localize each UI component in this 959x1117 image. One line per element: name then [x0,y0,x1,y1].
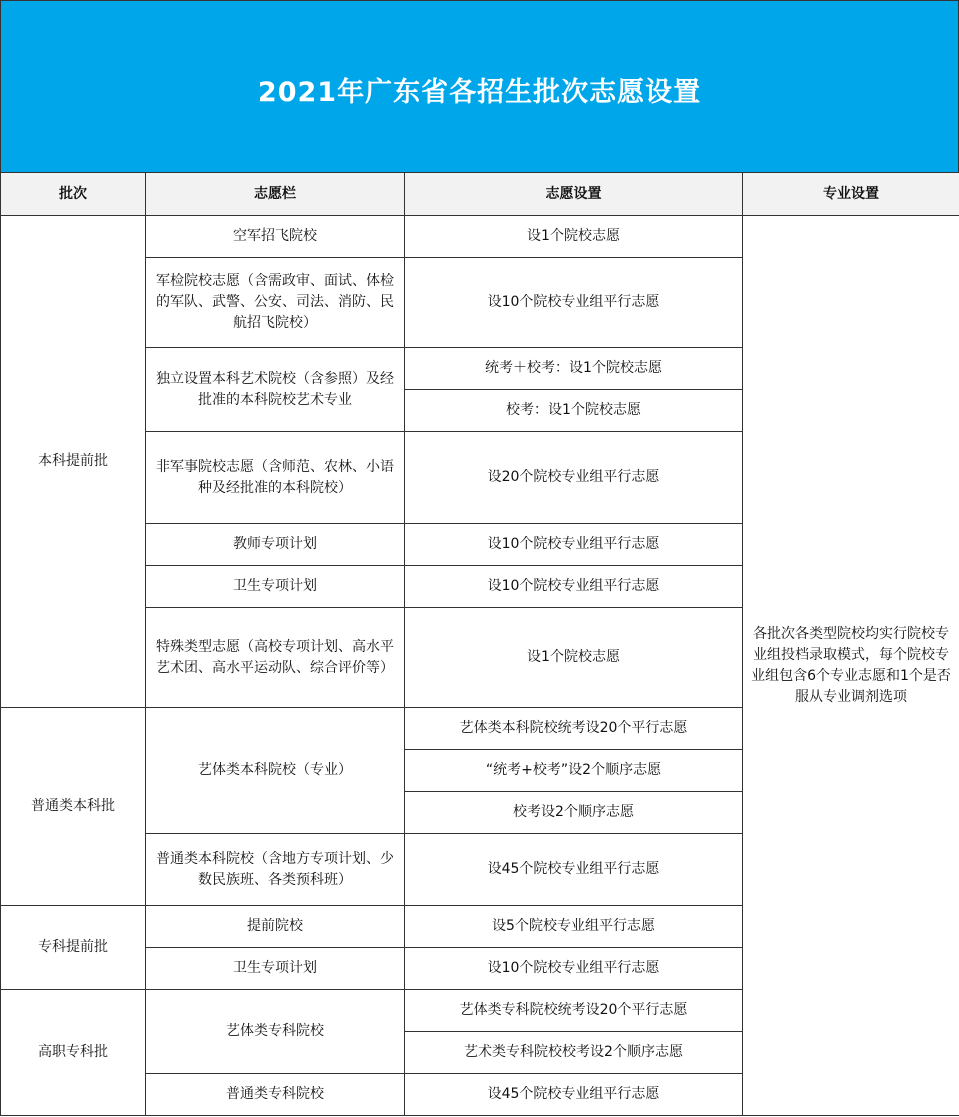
header-row [1,173,959,216]
batch-cell: 专科提前批 [1,906,146,990]
volunteer-setting-cell: 艺术类专科院校校考设2个顺序志愿 [405,1032,743,1074]
volunteer-setting-cell: 设1个院校志愿 [405,216,743,258]
volunteer-column-cell: 普通类专科院校 [146,1074,405,1116]
volunteer-column-cell: 卫生专项计划 [146,948,405,990]
volunteer-setting-cell: 设20个院校专业组平行志愿 [405,432,743,524]
volunteer-column-cell: 军检院校志愿（含需政审、面试、体检的军队、武警、公安、司法、消防、民航招飞院校） [146,258,405,348]
header-volunteer-column: 志愿栏 [146,173,405,216]
volunteer-setting-cell: 设10个院校专业组平行志愿 [405,566,743,608]
table-row [1,216,959,258]
volunteer-column-cell: 提前院校 [146,906,405,948]
volunteer-setting-cell: 设10个院校专业组平行志愿 [405,258,743,348]
volunteer-column-cell: 独立设置本科艺术院校（含参照）及经批准的本科院校艺术专业 [146,348,405,432]
volunteer-column-cell: 空军招飞院校 [146,216,405,258]
volunteer-column-cell: 非军事院校志愿（含师范、农林、小语种及经批准的本科院校） [146,432,405,524]
header-batch: 批次 [1,173,146,216]
volunteer-setting-cell: 设10个院校专业组平行志愿 [405,948,743,990]
volunteer-setting-cell: 设5个院校专业组平行志愿 [405,906,743,948]
header-major-setting: 专业设置 [743,173,959,216]
volunteer-column-cell: 卫生专项计划 [146,566,405,608]
volunteer-setting-cell: 校考：设1个院校志愿 [405,390,743,432]
volunteer-column-cell: 普通类本科院校（含地方专项计划、少数民族班、各类预科班） [146,834,405,906]
volunteer-setting-cell: 艺体类专科院校统考设20个平行志愿 [405,990,743,1032]
volunteer-settings-table [0,172,959,1116]
volunteer-column-cell: 教师专项计划 [146,524,405,566]
batch-cell: 高职专科批 [1,990,146,1116]
volunteer-column-cell: 特殊类型志愿（高校专项计划、高水平艺术团、高水平运动队、综合评价等） [146,608,405,708]
page-title: 2021年广东省各招生批次志愿设置 [257,76,702,108]
batch-cell: 普通类本科批 [1,708,146,906]
volunteer-setting-cell: 统考＋校考：设1个院校志愿 [405,348,743,390]
volunteer-column-cell: 艺体类本科院校（专业） [146,708,405,834]
batch-cell: 本科提前批 [1,216,146,708]
volunteer-setting-cell: 设10个院校专业组平行志愿 [405,524,743,566]
volunteer-setting-cell: 艺体类本科院校统考设20个平行志愿 [405,708,743,750]
volunteer-setting-cell: 设1个院校志愿 [405,608,743,708]
title-banner [0,0,959,173]
volunteer-setting-cell: 设45个院校专业组平行志愿 [405,834,743,906]
volunteer-setting-cell: 设45个院校专业组平行志愿 [405,1074,743,1116]
header-volunteer-setting: 志愿设置 [405,173,743,216]
volunteer-column-cell: 艺体类专科院校 [146,990,405,1074]
major-setting-note: 各批次各类型院校均实行院校专业组投档录取模式，每个院校专业组包含6个专业志愿和1个是否服从专业调剂选项 [743,216,959,1116]
volunteer-setting-cell: 校考设2个顺序志愿 [405,792,743,834]
volunteer-setting-cell: “统考+校考”设2个顺序志愿 [405,750,743,792]
